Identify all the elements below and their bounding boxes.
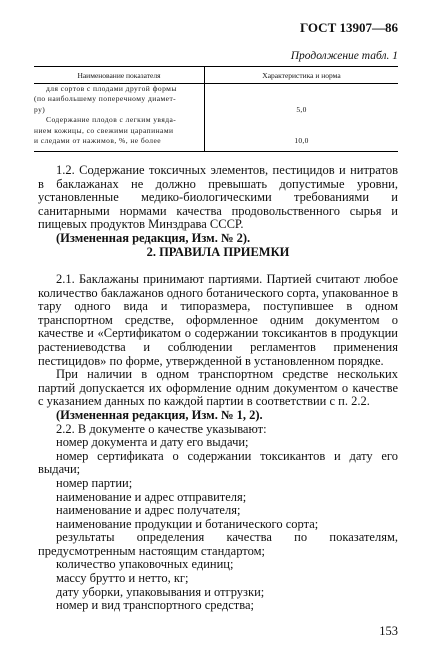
- indicator-cell: [34, 84, 205, 116]
- amendment-note: (Измененная редакция, Изм. № 1, 2).: [56, 407, 263, 422]
- list-item: наименование продукции и ботанического сорта;: [56, 516, 319, 531]
- section-2: [38, 246, 398, 260]
- list-item: номер и вид транспортного средства;: [56, 598, 255, 613]
- indicator-line: и следами от нажимов, %, не более: [34, 136, 162, 146]
- table-row: [34, 115, 398, 152]
- list-item: наименование и адрес отправителя;: [56, 489, 247, 504]
- paragraph-2-1: 2.1. Баклажаны принимают партиями. Партией считают любое количество баклажанов одного ботанического сорта, упакованное в тару одного вида и типоразмера, поступившее в одном транспортном средстве, оформленное одним документом о качестве и «Сертификатом о содержании токсикантов в продукции растениеводства и соблюдении регламентов применения пестицидов» по форме, утвержденной в установленном порядке.: [38, 272, 398, 368]
- amendment-note: (Измененная редакция, Изм. № 2).: [56, 230, 251, 245]
- indicator-table: [34, 66, 398, 152]
- indicator-line: Содержание плодов с легким увяда-: [46, 115, 177, 125]
- list-item: номер документа и дату его выдачи;: [56, 435, 249, 450]
- list-item: дату уборки, упаковывания и отгрузки;: [56, 584, 265, 599]
- table-row: [34, 84, 398, 116]
- section-1-end: [38, 164, 398, 246]
- page-number: 153: [379, 624, 398, 638]
- table-header-row: [34, 67, 398, 84]
- section-title: 2. ПРАВИЛА ПРИЕМКИ: [146, 245, 290, 259]
- indicator-cell: [34, 115, 205, 152]
- column-header-indicator: Наименование показателя: [34, 67, 205, 84]
- list-item: номер сертификата о содержании токсикантов и дату его выдачи;: [38, 448, 398, 477]
- indicator-line: ру): [34, 104, 46, 114]
- list-item: результаты определения качества по показателям, предусмотренным настоящим стандартом;: [38, 530, 398, 558]
- list-item: количество упаковочных единиц;: [56, 557, 234, 572]
- norm-value: 5,0: [296, 104, 307, 114]
- paragraph-1-2: 1.2. Содержание токсичных элементов, пестицидов и нитратов в баклажанах не должно превышать допустимые уровни, установленные медико-биологическими требованиями и санитарными нормами качества продовольственного сырья и пищевых продуктов Минздрава СССР.: [38, 163, 398, 232]
- column-header-norm: Характеристика и норма: [205, 67, 399, 84]
- paragraph-2-1-continued: При наличии в одном транспортном средстве нескольких партий допускается их оформление одним документом о качестве с указанием данных по каждой партии в соответствии с п. 2.2.: [38, 367, 398, 409]
- list-item: наименование и адрес получателя;: [56, 503, 241, 518]
- indicator-line: для сортов с плодами другой формы: [46, 84, 177, 93]
- paragraph-2-2: 2.2. В документе о качестве указывают:: [56, 421, 267, 436]
- section-2-body: [38, 273, 398, 613]
- document-code: ГОСТ 13907—86: [299, 20, 398, 35]
- norm-value: 10,0: [205, 115, 399, 152]
- indicator-line: нием кожицы, со свежими царапинами: [34, 125, 174, 135]
- table-continuation-label: Продолжение табл. 1: [290, 50, 398, 62]
- indicator-line: (по наибольшему поперечному диамет-: [34, 94, 177, 104]
- list-item: номер партии;: [56, 475, 133, 490]
- list-item: массу брутто и нетто, кг;: [56, 571, 189, 586]
